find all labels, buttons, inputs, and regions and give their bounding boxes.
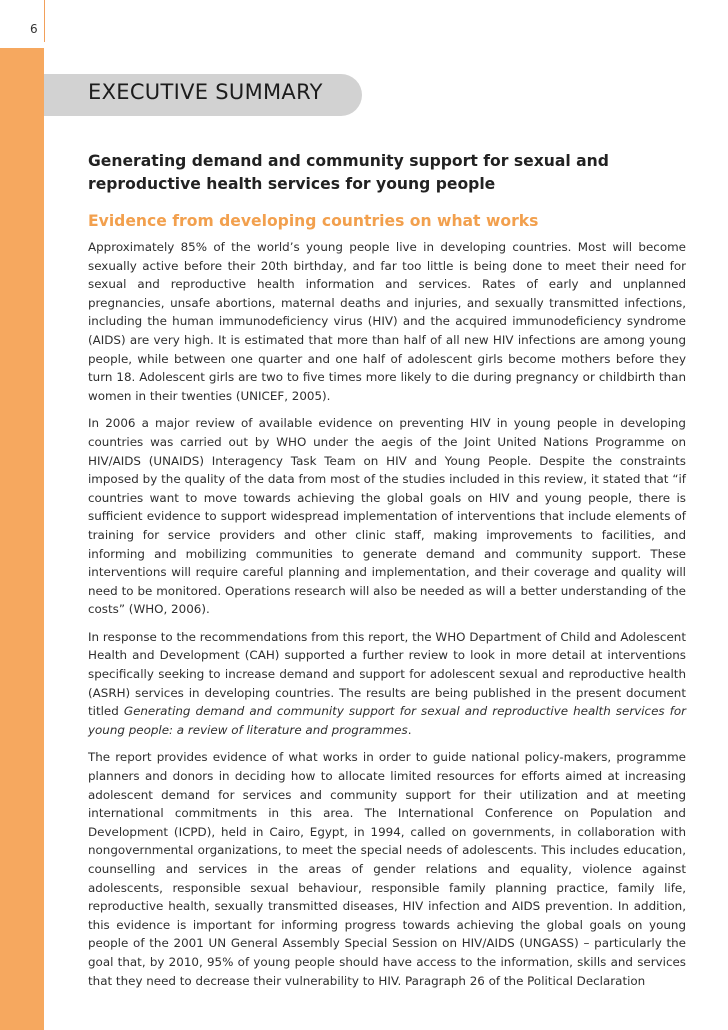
paragraph-who-review: In 2006 a major review of available evidence on preventing HIV in young people in developing countries was carried out by WHO under the aegis of the Joint United Nations Programme on HIV/AIDS (UNAIDS) Interagency Task Team on HIV and Young People. Despite the constraints imposed by the quality of the data from most of the studies included in this review, it stated that “if countries want to move towards achieving the global goals on HIV and young people, there is sufficient evidence to support widespread implementation of interventions that include elements of training for service providers and other clinic staff, making improvements to facilities, and informing and mobilizing communities to generate demand and community support. These interventions will require careful planning and implementation, and their coverage and quality will need to be monitored. Operations research will also be needed as will a better understanding of the costs” (WHO, 2006). xyxy=(88,416,686,617)
paragraph-text-end: . xyxy=(407,722,412,737)
paragraph-report-purpose: The report provides evidence of what works in order to guide national policy-makers, programme planners and donors in deciding how to allocate limited resources for efforts aimed at increasing adolescent demand for services and community support for their utilization and at meeting international commitments in this area. The International Conference on Population and Development (ICPD), held in Cairo, Egypt, in 1994, called on governments, in collaboration with nongovernmental organizations, to meet the special needs of adolescents. This includes education, counselling and services in the areas of gender relations and equality, violence against adolescents, responsible sexual behaviour, responsible family planning practice, family life, reproductive health, sexually transmitted diseases, HIV infection and AIDS prevention. In addition, this evidence is important for informing progress towards achieving the global goals on young people of the 2001 UN General Assembly Special Session on HIV/AIDS (UNGASS) – particularly the goal that, by 2010, 95% of young people should have access to the information, skills and services that they need to decrease their vulnerability to HIV. Paragraph 26 of the Political Declaration xyxy=(88,750,686,988)
paragraph-text: In response to the recommendations from this report, the WHO Department of Child and Adolescent Health and Development (CAH) supported a further review to look in more detail at interventions specifically seeking to increase demand and support for adolescent sexual and reproductive health (ASRH) services in developing countries. The results are being published in the present document titled xyxy=(88,629,686,719)
orange-side-bar xyxy=(0,48,44,1030)
page-number: 6 xyxy=(30,22,38,36)
main-heading: Generating demand and community support for sexual and reproductive health services for young people xyxy=(88,152,609,193)
paragraph-prevalence: Approximately 85% of the world’s young people live in developing countries. Most will become sexually active before their 20th birthday, and far too little is being done to meet their need for sexual and reproductive health information and services. Rates of early and unplanned pregnancies, unsafe abortions, maternal deaths and injuries, and sexually transmitted infections, including the human immunodeficiency virus (HIV) and the acquired immunodeficiency syndrome (AIDS) are very high. It is estimated that more than half of all new HIV infections are among young people, while between one quarter and one half of adolescent girls become mothers before they turn 18. Adolescent girls are two to five times more likely to die during pregnancy or childbirth than women in their twenties (UNICEF, 2005). xyxy=(88,240,686,403)
section-title: EXECUTIVE SUMMARY xyxy=(88,80,323,104)
page-content xyxy=(88,150,686,999)
document-title: Generating demand and community support for sexual and reproductive health services for young people: a review of literature and programmes xyxy=(88,704,686,737)
sub-heading: Evidence from developing countries on what works xyxy=(88,212,539,230)
paragraph-cah-review xyxy=(88,628,686,740)
top-margin-rule xyxy=(44,0,45,42)
